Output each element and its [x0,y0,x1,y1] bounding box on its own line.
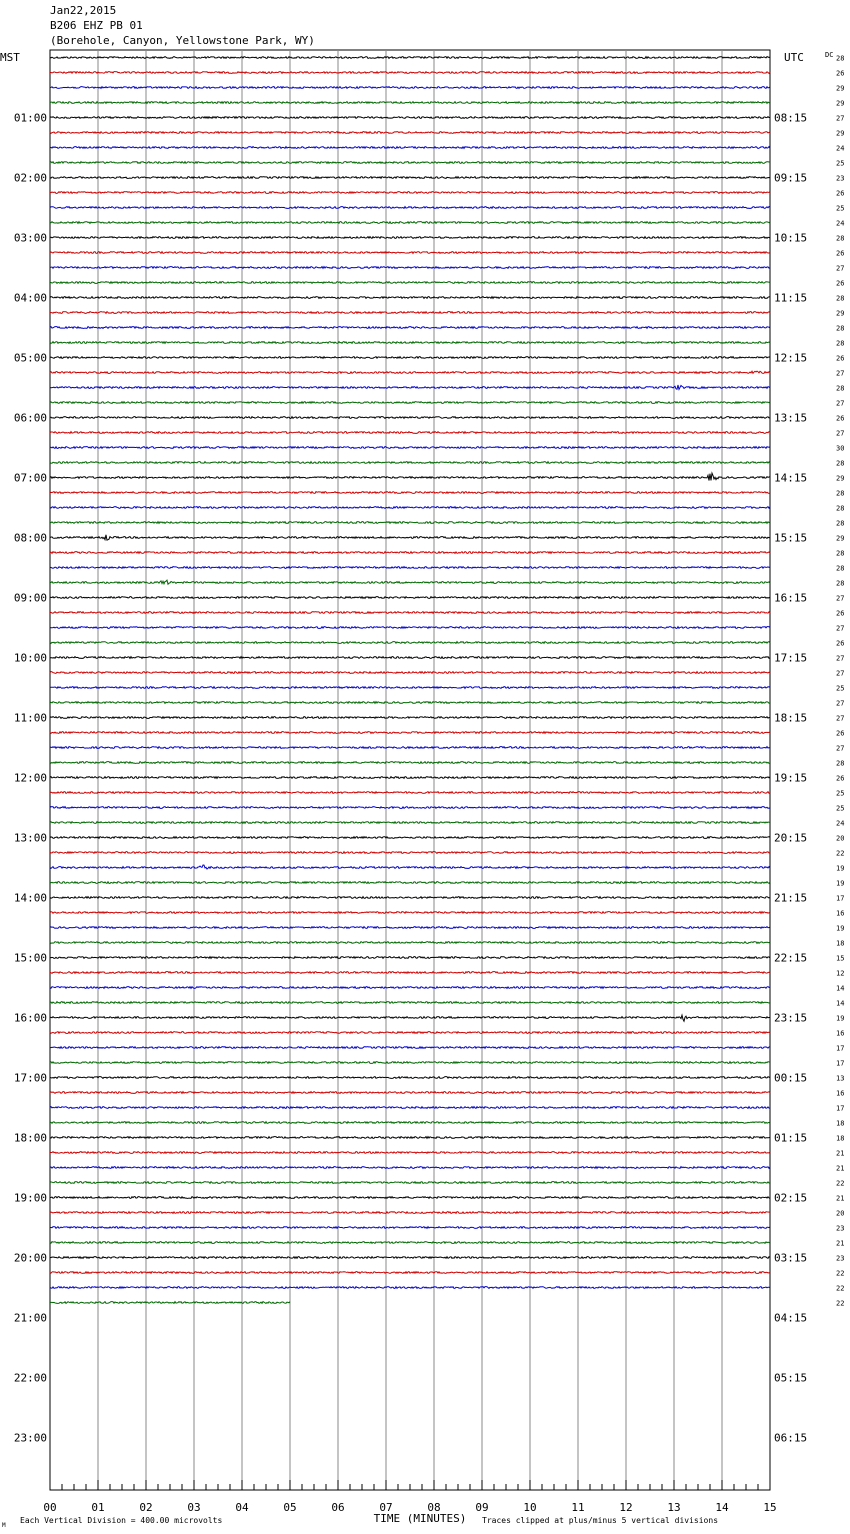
dc-offset-value: 28 [836,384,845,393]
seismic-trace [50,507,770,509]
seismic-trace [50,192,770,194]
seismic-trace [50,177,770,179]
dc-offset-value: 26 [836,279,845,288]
dc-offset-value: 29 [836,84,845,93]
seismic-trace [50,132,770,134]
x-tick-label: 10 [523,1501,537,1514]
dc-offset-value: 29 [836,309,845,318]
seismic-trace [50,447,770,449]
seismic-trace [50,580,770,584]
seismic-trace [50,357,770,359]
seismic-trace [50,1002,770,1004]
dc-offset-value: 28 [836,519,845,528]
dc-offset-value: 28 [836,234,845,243]
dc-offset-value: 28 [836,579,845,588]
seismic-trace [50,717,770,719]
dc-offset-value: 14 [836,999,845,1008]
x-tick-label: 05 [283,1501,297,1514]
seismic-trace [50,762,770,764]
seismic-trace [50,567,770,569]
seismic-trace [50,1197,770,1199]
seismic-trace [50,957,770,959]
seismic-trace [50,385,770,389]
dc-offset-value: 28 [836,54,845,63]
dc-offset-value: 27 [836,399,845,408]
seismic-trace [50,897,770,899]
utc-hour-label: 09:15 [774,171,808,185]
dc-offset-value: 16 [836,909,845,918]
mst-hour-label: 15:00 [13,951,47,965]
dc-offset-value: 25 [836,804,845,813]
dc-offset-value: 28 [836,459,845,468]
dc-offset-value: 26 [836,729,845,738]
seismic-trace [50,371,770,373]
mst-hour-label: 11:00 [13,711,47,725]
seismic-trace [50,162,770,164]
utc-hour-label: 13:15 [774,411,808,425]
mst-hour-label: 20:00 [13,1251,47,1265]
seismic-trace [50,1302,290,1304]
mst-hour-label: 21:00 [13,1311,47,1325]
utc-hour-label: 12:15 [774,351,808,365]
dc-offset-value: 27 [836,654,845,663]
dc-offset-value: 26 [836,69,845,78]
dc-offset-value: 19 [836,879,845,888]
seismic-trace [50,1047,770,1049]
mst-hour-label: 14:00 [13,891,47,905]
dc-offset-value: 28 [836,549,845,558]
dc-offset-value: 26 [836,639,845,648]
dc-offset-value: 16 [836,1029,845,1038]
x-tick-label: 03 [187,1501,201,1514]
header-date: Jan22,2015 [50,4,117,17]
seismic-trace [50,552,770,554]
seismic-trace [50,642,770,644]
dc-offset-value: 20 [836,834,845,843]
seismic-trace [50,942,770,944]
dc-offset-value: 27 [836,429,845,438]
mst-hour-label: 09:00 [13,591,47,605]
seismic-trace [50,972,770,974]
dc-offset-value: 15 [836,954,845,963]
mst-hour-label: 03:00 [13,231,47,245]
x-tick-label: 14 [715,1501,729,1514]
utc-hour-label: 04:15 [774,1311,808,1325]
x-tick-label: 04 [235,1501,249,1514]
seismic-trace [50,1092,770,1094]
dc-offset-value: 13 [836,1074,845,1083]
seismic-trace [50,1077,770,1079]
utc-hour-label: 01:15 [774,1131,808,1145]
dc-label: DC [825,51,834,59]
seismic-trace [50,312,770,314]
dc-offset-value: 25 [836,159,845,168]
dc-offset-value: 27 [836,744,845,753]
dc-offset-value: 24 [836,819,845,828]
seismic-trace [50,252,770,254]
dc-offset-value: 25 [836,789,845,798]
mst-hour-label: 23:00 [13,1431,47,1445]
header-station: B206 EHZ PB 01 [50,19,143,32]
seismic-trace [50,732,770,734]
seismic-trace [50,852,770,854]
corner-mark: M [2,1522,6,1529]
seismic-trace [50,1122,770,1124]
seismic-trace [50,342,770,344]
dc-offset-value: 23 [836,1254,845,1263]
utc-hour-label: 05:15 [774,1371,808,1385]
seismic-trace [50,1272,770,1274]
seismic-trace [50,535,770,540]
dc-offset-value: 28 [836,324,845,333]
seismic-trace [50,297,770,299]
x-axis-title: TIME (MINUTES) [373,1512,467,1525]
utc-hour-label: 21:15 [774,891,808,905]
seismic-trace [50,1257,770,1259]
utc-hour-label: 06:15 [774,1431,808,1445]
dc-offset-value: 27 [836,624,845,633]
seismic-trace [50,432,770,434]
dc-offset-value: 19 [836,1014,845,1023]
x-tick-label: 06 [331,1501,345,1514]
dc-offset-value: 18 [836,1134,845,1143]
seismic-trace [50,1032,770,1034]
dc-offset-value: 28 [836,759,845,768]
utc-hour-label: 02:15 [774,1191,808,1205]
seismic-trace [50,612,770,614]
mst-hour-label: 06:00 [13,411,47,425]
seismic-trace [50,117,770,119]
dc-offset-value: 27 [836,699,845,708]
dc-offset-value: 17 [836,894,845,903]
seismic-trace [50,702,770,704]
dc-offset-value: 20 [836,1209,845,1218]
plot-frame [50,50,770,1490]
dc-offset-value: 26 [836,354,845,363]
dc-offset-value: 27 [836,714,845,723]
seismic-trace [50,1152,770,1154]
x-tick-label: 12 [619,1501,633,1514]
seismic-trace [50,147,770,149]
mst-hour-label: 13:00 [13,831,47,845]
utc-hour-label: 19:15 [774,771,808,785]
seismic-trace [50,672,770,674]
seismic-trace [50,822,770,824]
dc-offset-value: 27 [836,264,845,273]
footer-scale-note: Each Vertical Division = 400.00 microvolts [20,1516,223,1525]
x-tick-label: 13 [667,1501,681,1514]
dc-offset-value: 28 [836,339,845,348]
mst-hour-label: 16:00 [13,1011,47,1025]
dc-offset-value: 27 [836,369,845,378]
mst-hour-label: 01:00 [13,111,47,125]
seismic-trace [50,777,770,779]
seismic-trace [50,1107,770,1109]
seismic-trace [50,865,770,869]
utc-hour-label: 10:15 [774,231,808,245]
dc-offset-value: 21 [836,1149,845,1158]
mst-hour-label: 12:00 [13,771,47,785]
seismic-trace [50,462,770,464]
dc-offset-value: 17 [836,1059,845,1068]
mst-axis-label: MST [0,51,20,64]
seismic-trace [50,327,770,329]
mst-hour-label: 22:00 [13,1371,47,1385]
seismic-trace [50,1167,770,1169]
mst-hour-label: 17:00 [13,1071,47,1085]
seismic-trace [50,267,770,269]
mst-hour-label: 04:00 [13,291,47,305]
dc-offset-value: 19 [836,864,845,873]
dc-offset-value: 29 [836,129,845,138]
x-tick-label: 00 [43,1501,57,1514]
dc-offset-value: 14 [836,984,845,993]
x-tick-label: 01 [91,1501,105,1514]
seismic-trace [50,473,770,480]
mst-hour-label: 08:00 [13,531,47,545]
dc-offset-value: 28 [836,294,845,303]
seismic-trace [50,417,770,419]
dc-offset-value: 26 [836,414,845,423]
seismic-trace [50,102,770,104]
seismic-trace [50,792,770,794]
utc-hour-label: 00:15 [774,1071,808,1085]
dc-offset-value: 16 [836,1089,845,1098]
seismic-trace [50,1182,770,1184]
seismic-trace [50,1212,770,1214]
seismic-trace [50,687,770,689]
dc-offset-value: 28 [836,489,845,498]
seismic-trace [50,522,770,524]
seismic-trace [50,657,770,659]
mst-hour-label: 07:00 [13,471,47,485]
dc-offset-value: 27 [836,669,845,678]
utc-axis-label: UTC [784,51,804,64]
dc-offset-value: 12 [836,969,845,978]
dc-offset-value: 22 [836,1284,845,1293]
seismic-trace [50,837,770,839]
x-tick-label: 07 [379,1501,393,1514]
seismic-trace [50,627,770,629]
dc-offset-value: 28 [836,504,845,513]
utc-hour-label: 08:15 [774,111,808,125]
dc-offset-value: 23 [836,174,845,183]
x-tick-label: 11 [571,1501,585,1514]
utc-hour-label: 11:15 [774,291,808,305]
dc-offset-value: 25 [836,204,845,213]
footer-clip-note: Traces clipped at plus/minus 5 vertical divisions [482,1516,719,1525]
seismic-trace [50,927,770,929]
seismic-trace [50,882,770,884]
dc-offset-value: 27 [836,114,845,123]
seismic-trace [50,912,770,914]
dc-offset-value: 24 [836,144,845,153]
mst-hour-label: 05:00 [13,351,47,365]
dc-offset-value: 23 [836,1224,845,1233]
utc-hour-label: 15:15 [774,531,808,545]
seismic-trace [50,402,770,404]
utc-hour-label: 23:15 [774,1011,808,1025]
dc-offset-value: 29 [836,474,845,483]
dc-offset-value: 26 [836,609,845,618]
dc-offset-value: 17 [836,1104,845,1113]
utc-hour-label: 16:15 [774,591,808,605]
seismic-trace [50,597,770,599]
x-tick-label: 02 [139,1501,153,1514]
dc-offset-value: 21 [836,1239,845,1248]
utc-hour-label: 03:15 [774,1251,808,1265]
dc-offset-value: 22 [836,1179,845,1188]
dc-offset-value: 22 [836,849,845,858]
mst-hour-label: 02:00 [13,171,47,185]
x-tick-label: 08 [427,1501,441,1514]
seismic-trace [50,1062,770,1064]
mst-hour-label: 18:00 [13,1131,47,1145]
dc-offset-value: 26 [836,774,845,783]
seismic-trace [50,237,770,239]
dc-offset-value: 22 [836,1299,845,1308]
dc-offset-value: 22 [836,1269,845,1278]
header-location: (Borehole, Canyon, Yellowstone Park, WY) [50,34,315,47]
seismic-trace [50,987,770,989]
seismic-trace [50,1287,770,1289]
x-tick-label: 09 [475,1501,489,1514]
utc-hour-label: 17:15 [774,651,808,665]
dc-offset-value: 19 [836,924,845,933]
dc-offset-value: 17 [836,1044,845,1053]
dc-offset-value: 26 [836,189,845,198]
seismic-trace [50,1137,770,1139]
utc-hour-label: 14:15 [774,471,808,485]
seismic-trace [50,72,770,74]
seismic-trace [50,87,770,89]
dc-offset-value: 27 [836,594,845,603]
dc-offset-value: 18 [836,1119,845,1128]
mst-hour-label: 10:00 [13,651,47,665]
utc-hour-label: 18:15 [774,711,808,725]
seismic-trace [50,222,770,224]
dc-offset-value: 28 [836,564,845,573]
utc-hour-label: 20:15 [774,831,808,845]
dc-offset-value: 25 [836,684,845,693]
seismic-trace [50,1227,770,1229]
dc-offset-value: 29 [836,534,845,543]
seismic-trace [50,1242,770,1244]
dc-offset-value: 21 [836,1164,845,1173]
seismic-trace [50,282,770,284]
seismic-trace [50,492,770,494]
seismic-trace [50,57,770,59]
dc-offset-value: 30 [836,444,845,453]
dc-offset-value: 26 [836,249,845,258]
dc-offset-value: 29 [836,99,845,108]
seismic-trace [50,807,770,809]
mst-hour-label: 19:00 [13,1191,47,1205]
seismic-trace [50,207,770,209]
utc-hour-label: 22:15 [774,951,808,965]
dc-offset-value: 24 [836,219,845,228]
dc-offset-value: 18 [836,939,845,948]
seismic-trace [50,1015,770,1021]
seismic-trace [50,747,770,749]
dc-offset-value: 21 [836,1194,845,1203]
x-tick-label: 15 [763,1501,777,1514]
